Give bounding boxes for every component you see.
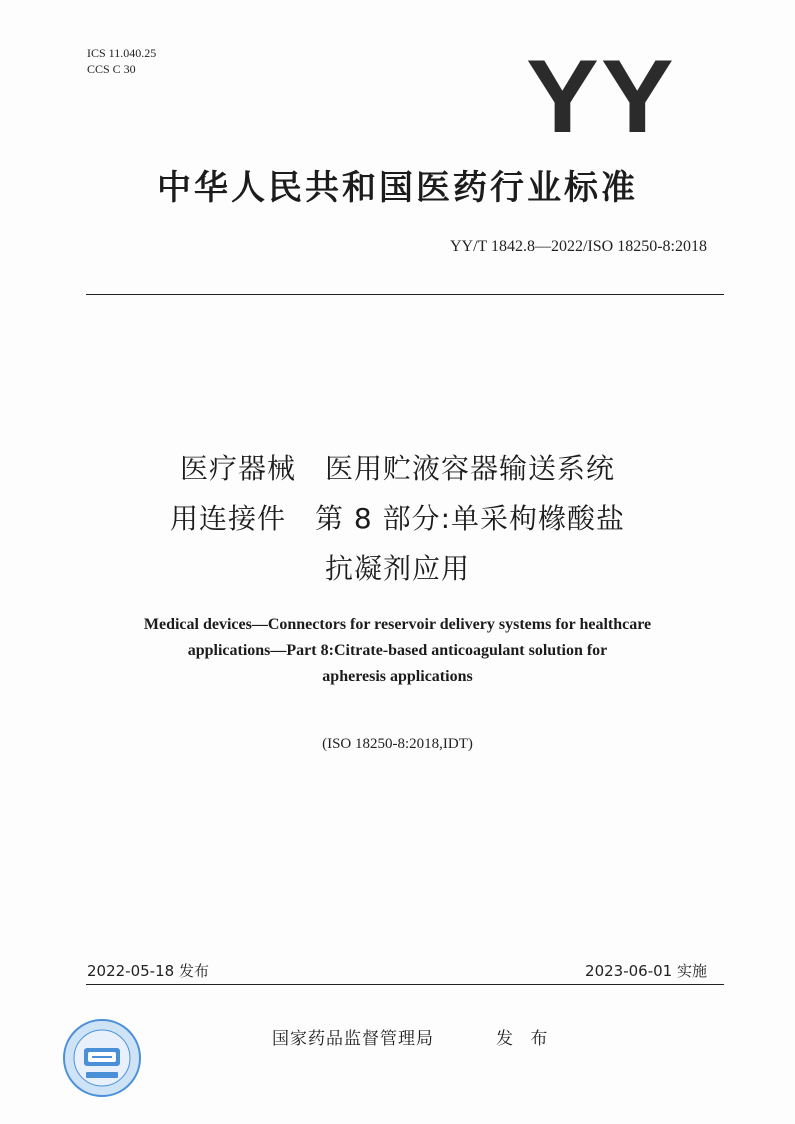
implementation-date: 2023-06-01 实施 — [585, 962, 707, 980]
ccs-code: CCS C 30 — [87, 62, 136, 76]
equivalence-note: (ISO 18250-8:2018,IDT) — [322, 736, 473, 752]
page-title: 中华人民共和国医药行业标准 — [157, 168, 638, 208]
english-title-line-1: Medical devices—Connectors for reservoir delivery systems for healthcare — [143, 616, 652, 633]
publisher-name: 国家药品监督管理局 — [272, 1029, 434, 1049]
chinese-title-line-2: 用连接件 第 8 部分:单采枸橼酸盐 — [169, 502, 626, 535]
standard-number: YY/T 1842.8—2022/ISO 18250-8:2018 — [449, 238, 707, 255]
english-title-line-2: applications—Part 8:Citrate-based anticoagulant solution for — [187, 642, 608, 659]
classification-codes — [87, 45, 156, 77]
publish-label: 发 布 — [496, 1029, 554, 1049]
english-title-line-3: apheresis applications — [322, 668, 473, 685]
ics-code: ICS 11.040.25 — [87, 46, 157, 60]
yy-logo: YY — [526, 39, 676, 155]
certification-seal-icon — [62, 1018, 142, 1098]
chinese-title — [0, 444, 795, 594]
chinese-title-line-3: 抗凝剂应用 — [324, 552, 470, 585]
bottom-divider — [86, 984, 724, 985]
english-title — [0, 612, 795, 690]
issue-date: 2022-05-18 发布 — [87, 962, 209, 980]
top-divider — [86, 294, 724, 295]
chinese-title-line-1: 医疗器械 医用贮液容器输送系统 — [179, 452, 615, 485]
